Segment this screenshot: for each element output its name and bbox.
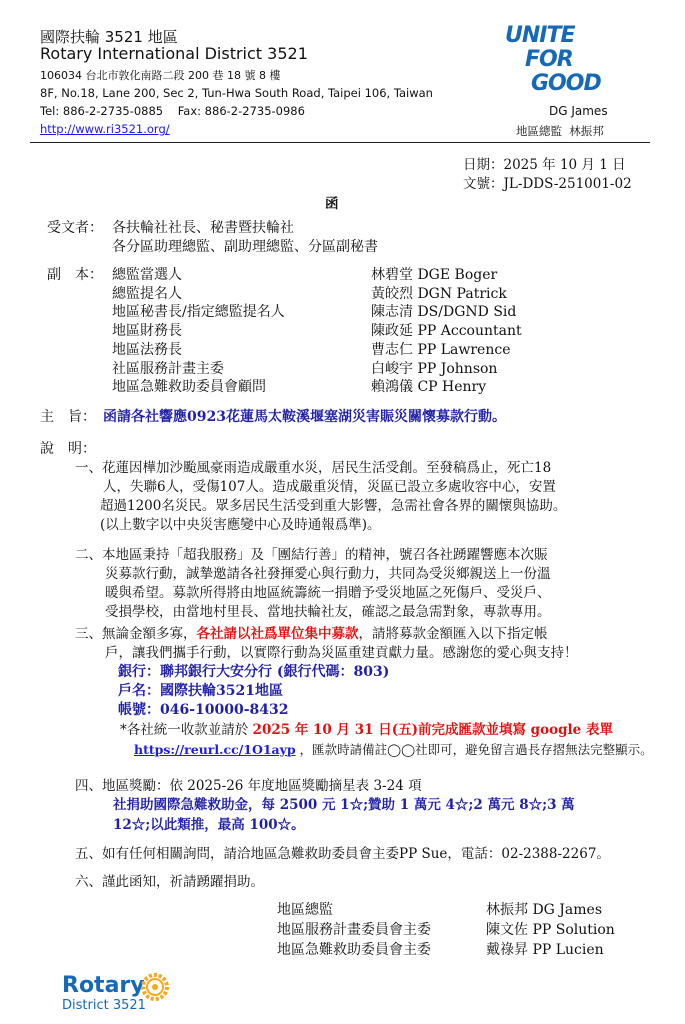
- emphasis-text: 各社請以社爲單位集中募款: [196, 626, 359, 642]
- text: ，匯款時請備註◯◯社即可，避免留言過長存摺無法完整顯示。: [295, 742, 653, 757]
- para1-line: 超過1200名災民。眾多居民生活受到重大影響，急需社會各界的關懷與協助。: [100, 498, 567, 514]
- signer-title: 地區急難救助委員會主委: [277, 942, 431, 958]
- cc-person: 曹志仁 PP Lawrence: [371, 341, 511, 358]
- para3-line: [75, 625, 548, 644]
- signer-title: 地區服務計畫委員會主委: [277, 922, 431, 938]
- rotary-brand: Rotary: [62, 973, 145, 998]
- text: ，請將募款金額匯入以下指定帳: [358, 626, 548, 642]
- doc-type: 函: [325, 196, 339, 212]
- subject-label: 主 旨：: [40, 409, 96, 425]
- para4-line: 12☆;以此類推，最高 100☆。: [113, 817, 305, 833]
- account-name: 戶名：國際扶輪3521地區: [118, 683, 283, 699]
- recipient-line: 各分區助理總監、副助理總監、分區副秘書: [112, 239, 378, 255]
- cc-role: 總監提名人: [112, 285, 182, 302]
- payment-note: [120, 721, 613, 740]
- slogan-line: GOOD: [531, 71, 601, 96]
- para2-line: 受損學校，由當地村里長、當地扶輪社友，確認之最急需對象，專款專用。: [105, 604, 551, 620]
- cc-person: 賴鴻儀 CP Henry: [371, 379, 487, 396]
- google-form-link[interactable]: https://reurl.cc/1O1ayp: [134, 742, 296, 757]
- cc-role: 社區服務計畫主委: [112, 360, 224, 377]
- governor-en: DG James: [549, 104, 608, 118]
- para1-line: 一、花蓮因樺加沙颱風豪雨造成嚴重水災，居民生活受創。至發稿爲止，死亡18: [75, 460, 552, 476]
- para1-line: 人，失聯6人，受傷107人。造成嚴重災情，災區已設立多處收容中心，安置: [103, 479, 556, 495]
- rotary-wheel-icon: [140, 972, 170, 1002]
- doc-number: 文號：JL-DDS-251001-02: [463, 176, 632, 192]
- cc-person: 白峻宇 PP Johnson: [371, 360, 498, 377]
- header-divider: [30, 142, 650, 143]
- cc-role: 地區法務長: [112, 341, 182, 358]
- address-en: 8F, No.18, Lane 200, Sec 2, Tun-Hwa South Road, Taipei 106, Taiwan: [40, 86, 433, 100]
- cc-role: 地區秘書長/指定總監提名人: [112, 304, 285, 321]
- subject-text: 函請各社響應0923花蓮馬太鞍溪堰塞湖災害賑災關懷募款行動。: [103, 409, 506, 425]
- slogan-line: UNITE: [505, 23, 575, 48]
- date: 日期：2025 年 10 月 1 日: [463, 157, 626, 173]
- cc-person: 黃皎烈 DGN Patrick: [371, 285, 507, 302]
- cc-person: 林碧堂 DGE Boger: [371, 267, 498, 283]
- cc-role: 地區財務長: [112, 323, 182, 340]
- para6-line: 六、謹此函知，祈請踴躍捐助。: [75, 874, 264, 890]
- para5-line: 五、如有任何相關詢問，請洽地區急難救助委員會主委PP Sue，電話：02-2388-2267。: [75, 846, 610, 862]
- text: *各社統一收款並請於: [120, 722, 253, 738]
- cc-person: 陳志清 DS/DGND Sid: [371, 304, 517, 321]
- bank-name: 銀行：聯邦銀行大安分行 (銀行代碼：803): [118, 664, 390, 680]
- para2-line: 災募款行動，誠摯邀請各社發揮愛心與行動力，共同為受災鄉親送上一份溫: [105, 566, 551, 582]
- rotary-district: District 3521: [62, 998, 146, 1013]
- website-link[interactable]: http://www.ri3521.org/: [40, 122, 170, 136]
- deadline-text: 2025 年 10 月 31 日(五)前完成匯款並填寫 google 表單: [252, 722, 613, 738]
- para4-line: 社捐助國際急難救助金，每 2500 元 1☆;贊助 1 萬元 4☆;2 萬元 8☆;3 萬: [113, 797, 575, 813]
- payment-note-2: [134, 740, 653, 759]
- district-name-en: Rotary International District 3521: [40, 44, 308, 63]
- explanation-label: 說 明：: [40, 441, 96, 457]
- rotary-footer-logo: [62, 974, 146, 1013]
- recipient-line: 各扶輪社社長、秘書暨扶輪社: [112, 220, 294, 236]
- para2-line: 二、本地區秉持「超我服務」及「團結行善」的精神，號召各社踴躍響應本次賑: [75, 547, 548, 563]
- cc-label: 副 本：: [47, 267, 103, 283]
- slogan-line: FOR: [525, 47, 573, 72]
- signer-name: 戴祿昇 PP Lucien: [486, 942, 604, 958]
- cc-person: 陳政延 PP Accountant: [371, 323, 522, 340]
- signer-name: 林振邦 DG James: [486, 902, 603, 918]
- para3-line: 戶，讓我們攜手行動，以實際行動為災區重建貢獻力量。感謝您的愛心與支持！: [105, 645, 578, 661]
- unite-for-good-logo: [505, 24, 601, 96]
- tel-fax: Tel: 886-2-2735-0885 Fax: 886-2-2735-0986: [40, 104, 305, 118]
- signer-name: 陳文佐 PP Solution: [486, 922, 615, 938]
- address-zh: 106034 台北市敦化南路二段 200 巷 18 號 8 樓: [40, 69, 281, 82]
- cc-role: 總監當選人: [112, 267, 182, 283]
- para1-line: (以上數字以中央災害應變中心及時通報爲準)。: [100, 517, 381, 533]
- governor-zh: 地區總監 林振邦: [516, 124, 604, 138]
- district-name-zh: 國際扶輪 3521 地區: [40, 28, 178, 46]
- cc-role: 地區急難救助委員會顧問: [112, 379, 266, 396]
- recipients-label: 受文者：: [47, 220, 103, 236]
- para2-line: 暖與希望。募款所得將由地區統籌統一捐贈予受災地區之死傷戶、受災戶、: [105, 585, 551, 601]
- para4-line: 四、地區獎勵：依 2025-26 年度地區獎勵摘星表 3-24 項: [75, 778, 422, 794]
- signer-title: 地區總監: [277, 902, 333, 918]
- text: 三、無論金額多寡，: [75, 626, 197, 642]
- account-number: 帳號：046-10000-8432: [118, 702, 289, 718]
